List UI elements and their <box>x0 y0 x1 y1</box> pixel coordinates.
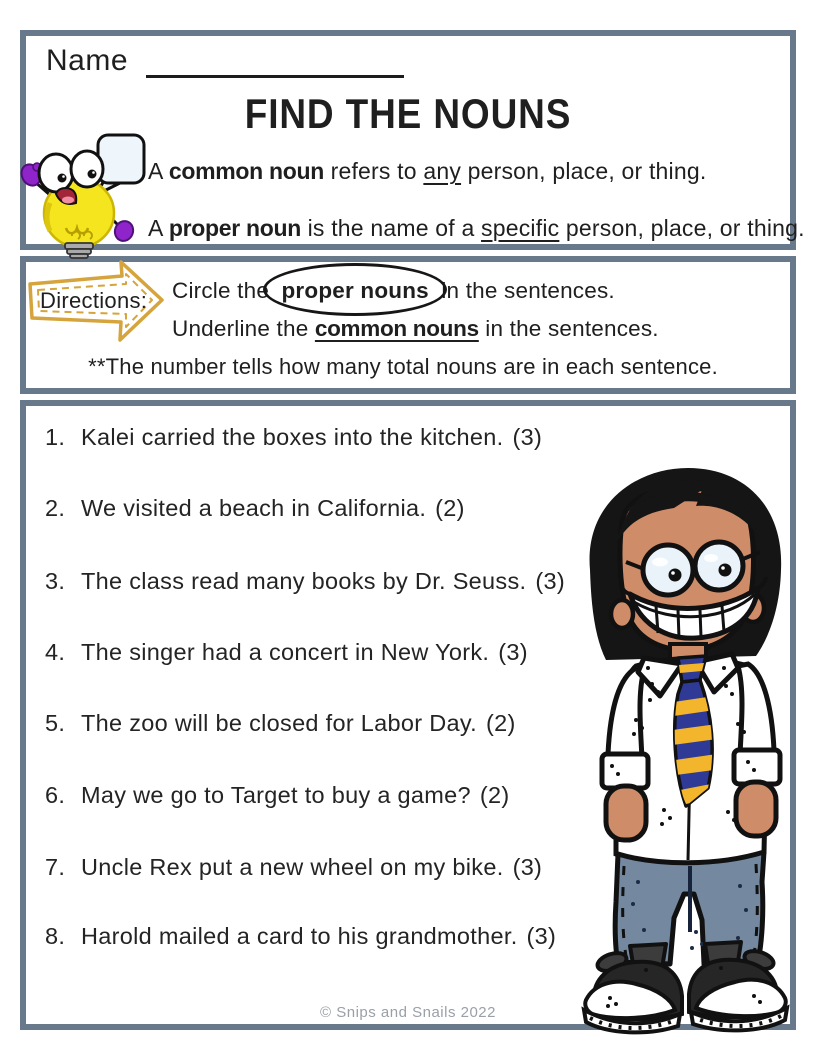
sentence-row-3 <box>45 565 565 597</box>
sentence-row-6 <box>45 779 510 811</box>
page-title: FIND THE NOUNS <box>244 90 572 137</box>
sentence-number: 5. <box>45 710 66 736</box>
sentence-row-4 <box>45 636 528 668</box>
copyright-credit: © Snips and Snails 2022 <box>320 1004 496 1021</box>
noun-count: (2) <box>479 782 510 808</box>
sentence-number: 1. <box>45 424 66 450</box>
common-noun-definition: A common noun refers to any person, place, or thing. <box>148 158 707 184</box>
sentence-text: The singer had a concert in New York. <box>81 639 490 665</box>
circled-proper-nouns: proper nouns <box>275 278 434 303</box>
directions-label: Directions: <box>40 288 148 313</box>
noun-count: (2) <box>435 495 465 521</box>
sentence-text: We visited a beach in California. <box>81 495 427 521</box>
noun-count: (3) <box>526 923 557 949</box>
noun-count: (3) <box>512 424 543 450</box>
noun-count: (3) <box>512 854 543 880</box>
sentence-row-7 <box>45 851 542 883</box>
sentence-number: 3. <box>45 568 66 594</box>
sentence-number: 7. <box>45 854 66 880</box>
sentence-text: Uncle Rex put a new wheel on my bike. <box>81 854 504 880</box>
proper-noun-definition: A proper noun is the name of a specific person, place, or thing. <box>148 215 805 241</box>
sentence-number: 2. <box>45 495 66 521</box>
name-fill-in-line[interactable] <box>146 44 404 78</box>
sentence-number: 8. <box>45 923 66 949</box>
underlined-common-nouns: common nouns <box>314 316 479 341</box>
noun-count: (2) <box>486 710 516 736</box>
sentence-text: The class read many books by Dr. Seuss. <box>81 568 527 594</box>
term-proper-noun: proper noun <box>168 215 302 241</box>
sentence-number: 6. <box>45 782 66 808</box>
sentence-row-5 <box>45 707 516 739</box>
sentence-text: May we go to Target to buy a game? <box>81 782 471 808</box>
term-common-noun: common noun <box>168 158 325 184</box>
sentence-text: The zoo will be closed for Labor Day. <box>81 710 477 736</box>
lightbulb-character-icon <box>20 133 148 259</box>
directions-note: **The number tells how many total nouns are in each sentence. <box>88 354 718 379</box>
name-label: Name <box>46 44 129 77</box>
sentence-text: Harold mailed a card to his grandmother. <box>81 923 518 949</box>
smiling-boy-illustration <box>578 462 793 1037</box>
noun-count: (3) <box>535 568 565 594</box>
noun-count: (3) <box>498 639 528 665</box>
sentence-row-8 <box>45 920 556 952</box>
name-row <box>46 44 404 78</box>
sentence-number: 4. <box>45 639 66 665</box>
sentence-row-2 <box>45 492 465 524</box>
directions-line-underline: Underline the common nouns in the sentences. <box>172 316 659 341</box>
sentence-row-1 <box>45 421 542 453</box>
directions-line-circle: Circle the proper nouns in the sentences. <box>172 278 615 303</box>
sentence-text: Kalei carried the boxes into the kitchen. <box>81 424 504 450</box>
